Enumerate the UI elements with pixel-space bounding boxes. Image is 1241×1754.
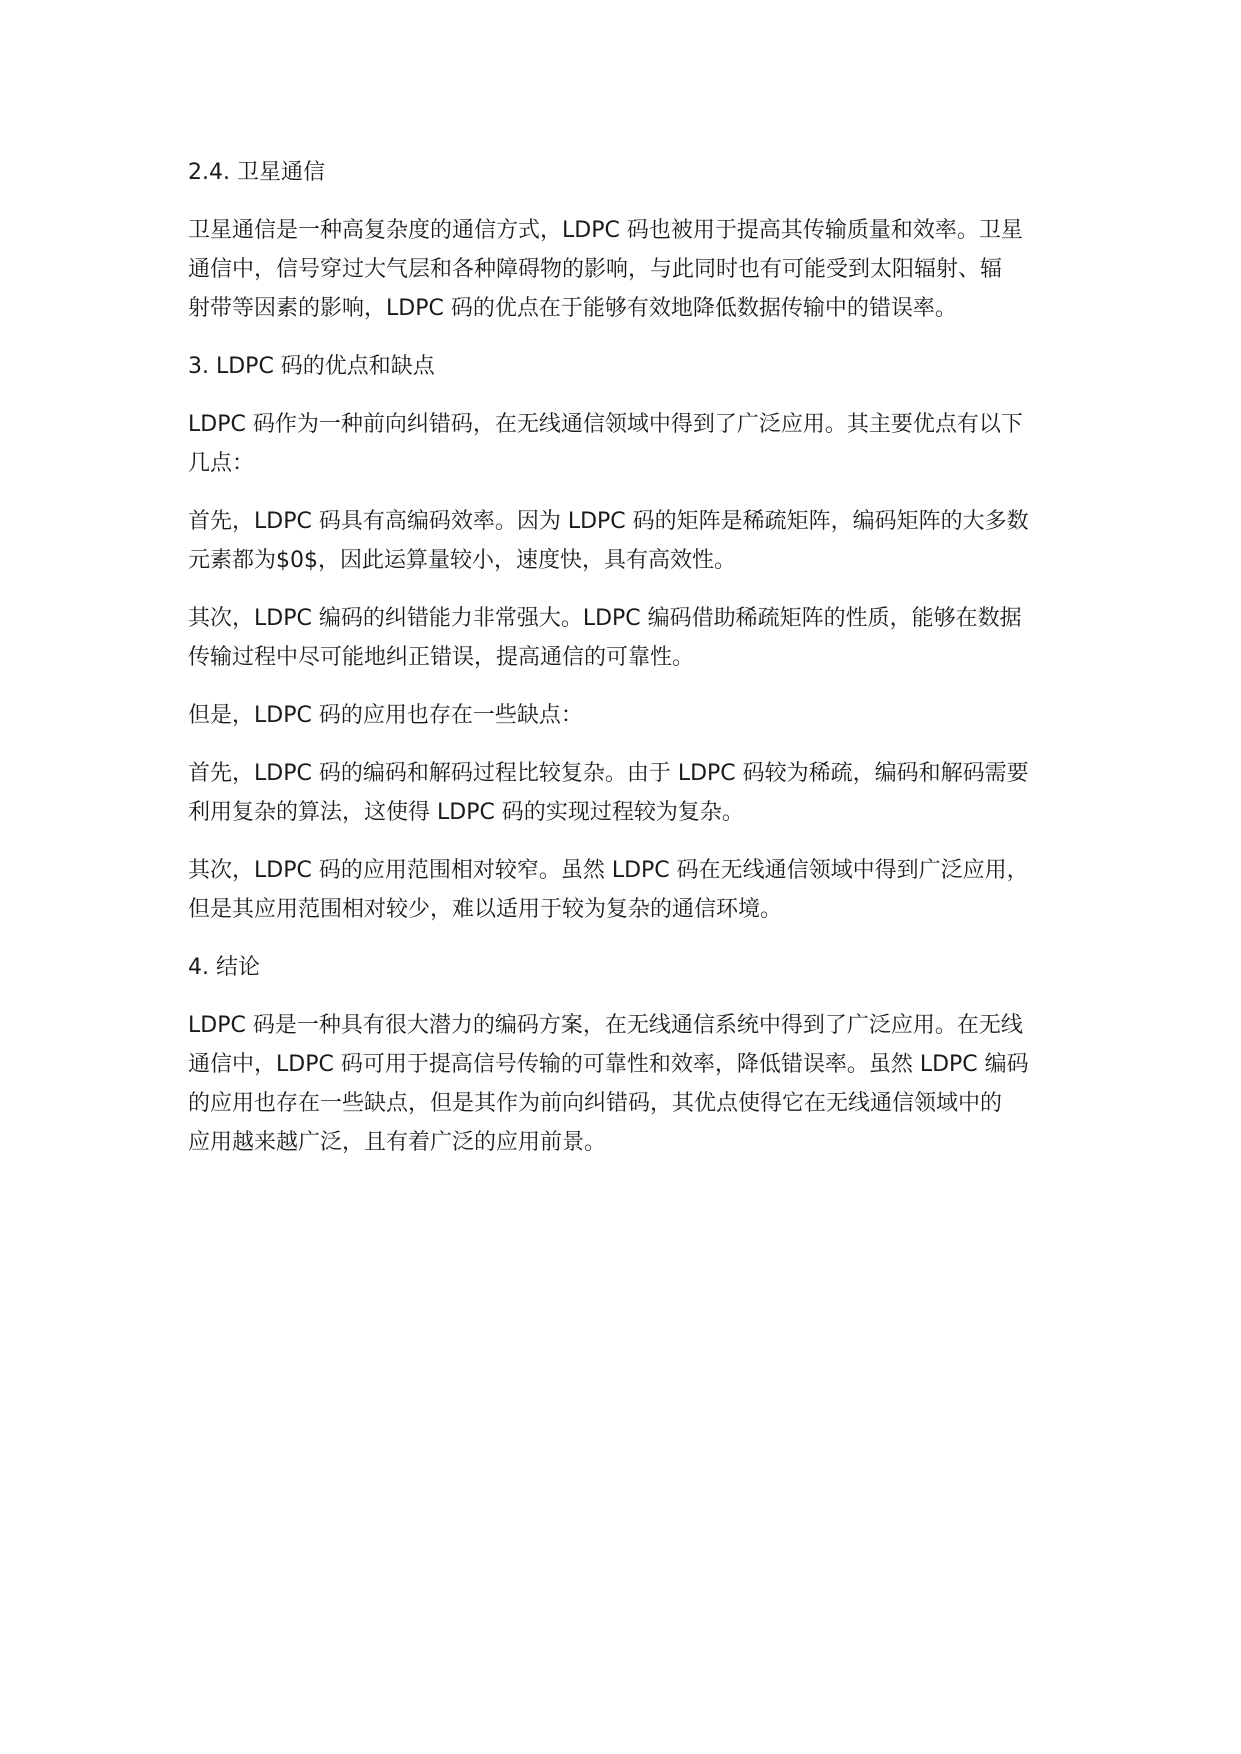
heading-text: 4. 结论 <box>188 955 260 980</box>
paragraph-line: 应用越来越广泛，且有着广泛的应用前景。 <box>188 1130 607 1155</box>
paragraph-line: 传输过程中尽可能地纠正错误，提高通信的可靠性。 <box>188 645 695 670</box>
paragraph-line: 通信中，信号穿过大气层和各种障碍物的影响，与此同时也有可能受到太阳辐射、辐 <box>188 257 1003 282</box>
heading-text: 2.4. 卫星通信 <box>188 160 325 185</box>
paragraph-advantage-correction <box>188 599 1054 677</box>
section-heading-satellite <box>188 153 1054 192</box>
paragraph-line: 射带等因素的影响，LDPC 码的优点在于能够有效地降低数据传输中的错误率。 <box>188 296 957 321</box>
paragraph-line: 首先，LDPC 码具有高编码效率。因为 LDPC 码的矩阵是稀疏矩阵，编码矩阵的大多数 <box>188 509 1029 534</box>
paragraph-line: 通信中，LDPC 码可用于提高信号传输的可靠性和效率，降低错误率。虽然 LDPC 编码 <box>188 1052 1029 1077</box>
paragraph-advantage-efficiency <box>188 502 1054 580</box>
paragraph-line: 其次，LDPC 编码的纠错能力非常强大。LDPC 编码借助稀疏矩阵的性质，能够在数据 <box>188 606 1022 631</box>
paragraph-line: LDPC 码作为一种前向纠错码，在无线通信领域中得到了广泛应用。其主要优点有以下 <box>188 412 1023 437</box>
paragraph-intro-advantages <box>188 405 1054 483</box>
document-body <box>188 153 1054 1181</box>
paragraph-satellite <box>188 211 1054 328</box>
paragraph-line: 但是，LDPC 码的应用也存在一些缺点： <box>188 703 583 728</box>
paragraph-line: 首先，LDPC 码的编码和解码过程比较复杂。由于 LDPC 码较为稀疏，编码和解码需要 <box>188 761 1029 786</box>
paragraph-intro-disadvantages <box>188 696 1054 735</box>
section-heading-conclusion <box>188 948 1054 987</box>
paragraph-disadvantage-complexity <box>188 754 1054 832</box>
paragraph-line: 其次，LDPC 码的应用范围相对较窄。虽然 LDPC 码在无线通信领域中得到广泛应用， <box>188 858 1029 883</box>
paragraph-line: 但是其应用范围相对较少，难以适用于较为复杂的通信环境。 <box>188 897 783 922</box>
paragraph-line: 元素都为$0$，因此运算量较小，速度快，具有高效性。 <box>188 548 736 573</box>
paragraph-line: 的应用也存在一些缺点，但是其作为前向纠错码，其优点使得它在无线通信领域中的 <box>188 1091 1003 1116</box>
paragraph-conclusion <box>188 1006 1054 1162</box>
paragraph-disadvantage-scope <box>188 851 1054 929</box>
paragraph-line: 利用复杂的算法，这使得 LDPC 码的实现过程较为复杂。 <box>188 800 744 825</box>
paragraph-line: LDPC 码是一种具有很大潜力的编码方案，在无线通信系统中得到了广泛应用。在无线 <box>188 1013 1023 1038</box>
paragraph-line: 几点： <box>188 451 255 476</box>
paragraph-line: 卫星通信是一种高复杂度的通信方式，LDPC 码也被用于提高其传输质量和效率。卫星 <box>188 218 1023 243</box>
section-heading-pros-cons <box>188 347 1054 386</box>
heading-text: 3. LDPC 码的优点和缺点 <box>188 354 435 379</box>
